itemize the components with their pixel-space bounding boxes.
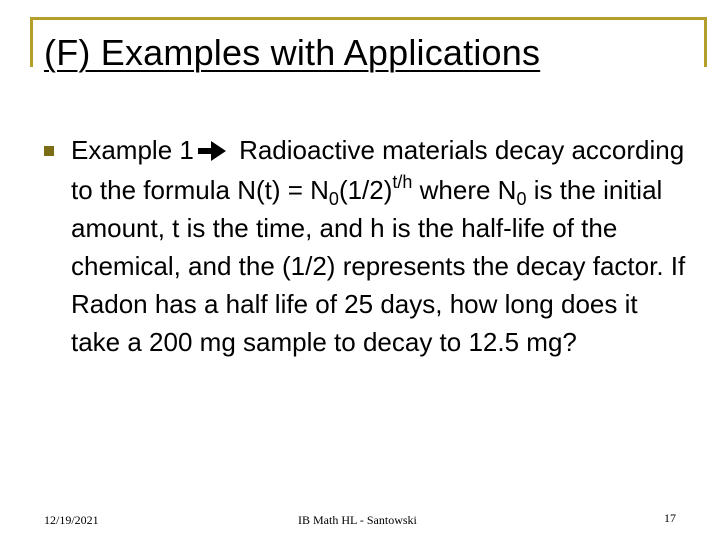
footer-page-number: 17 (664, 511, 676, 525)
text-segment: Radioactive materials decay according to the formula N(t) = N (71, 135, 685, 206)
text-segment: (1/2) (338, 175, 393, 206)
right-arrow-icon (198, 133, 226, 171)
square-bullet-icon (44, 146, 54, 156)
exponent-t-over-h: t/h (392, 172, 413, 193)
title-frame-top-rule (30, 17, 706, 20)
footer-author: IB Math HL - Santowski (298, 513, 417, 527)
title-frame-right-rule (704, 17, 707, 67)
footer-date: 12/19/2021 (44, 513, 99, 527)
example-text (71, 131, 691, 361)
example-label: Example 1 (71, 135, 194, 165)
text-segment: where N (412, 175, 517, 206)
text-segment: is the initial amount, t is the time, and h is the half-life of the chemical, and the (1/2) represents the decay factor. If Radon has a half life of 25 days, how long does it take a 200 mg sample to decay to 12.5 mg? (71, 175, 686, 358)
subscript-zero: 0 (516, 189, 527, 210)
title-frame-left-rule (30, 17, 33, 67)
slide-title: (F) Examples with Applications (44, 32, 541, 73)
subscript-zero: 0 (328, 189, 339, 210)
